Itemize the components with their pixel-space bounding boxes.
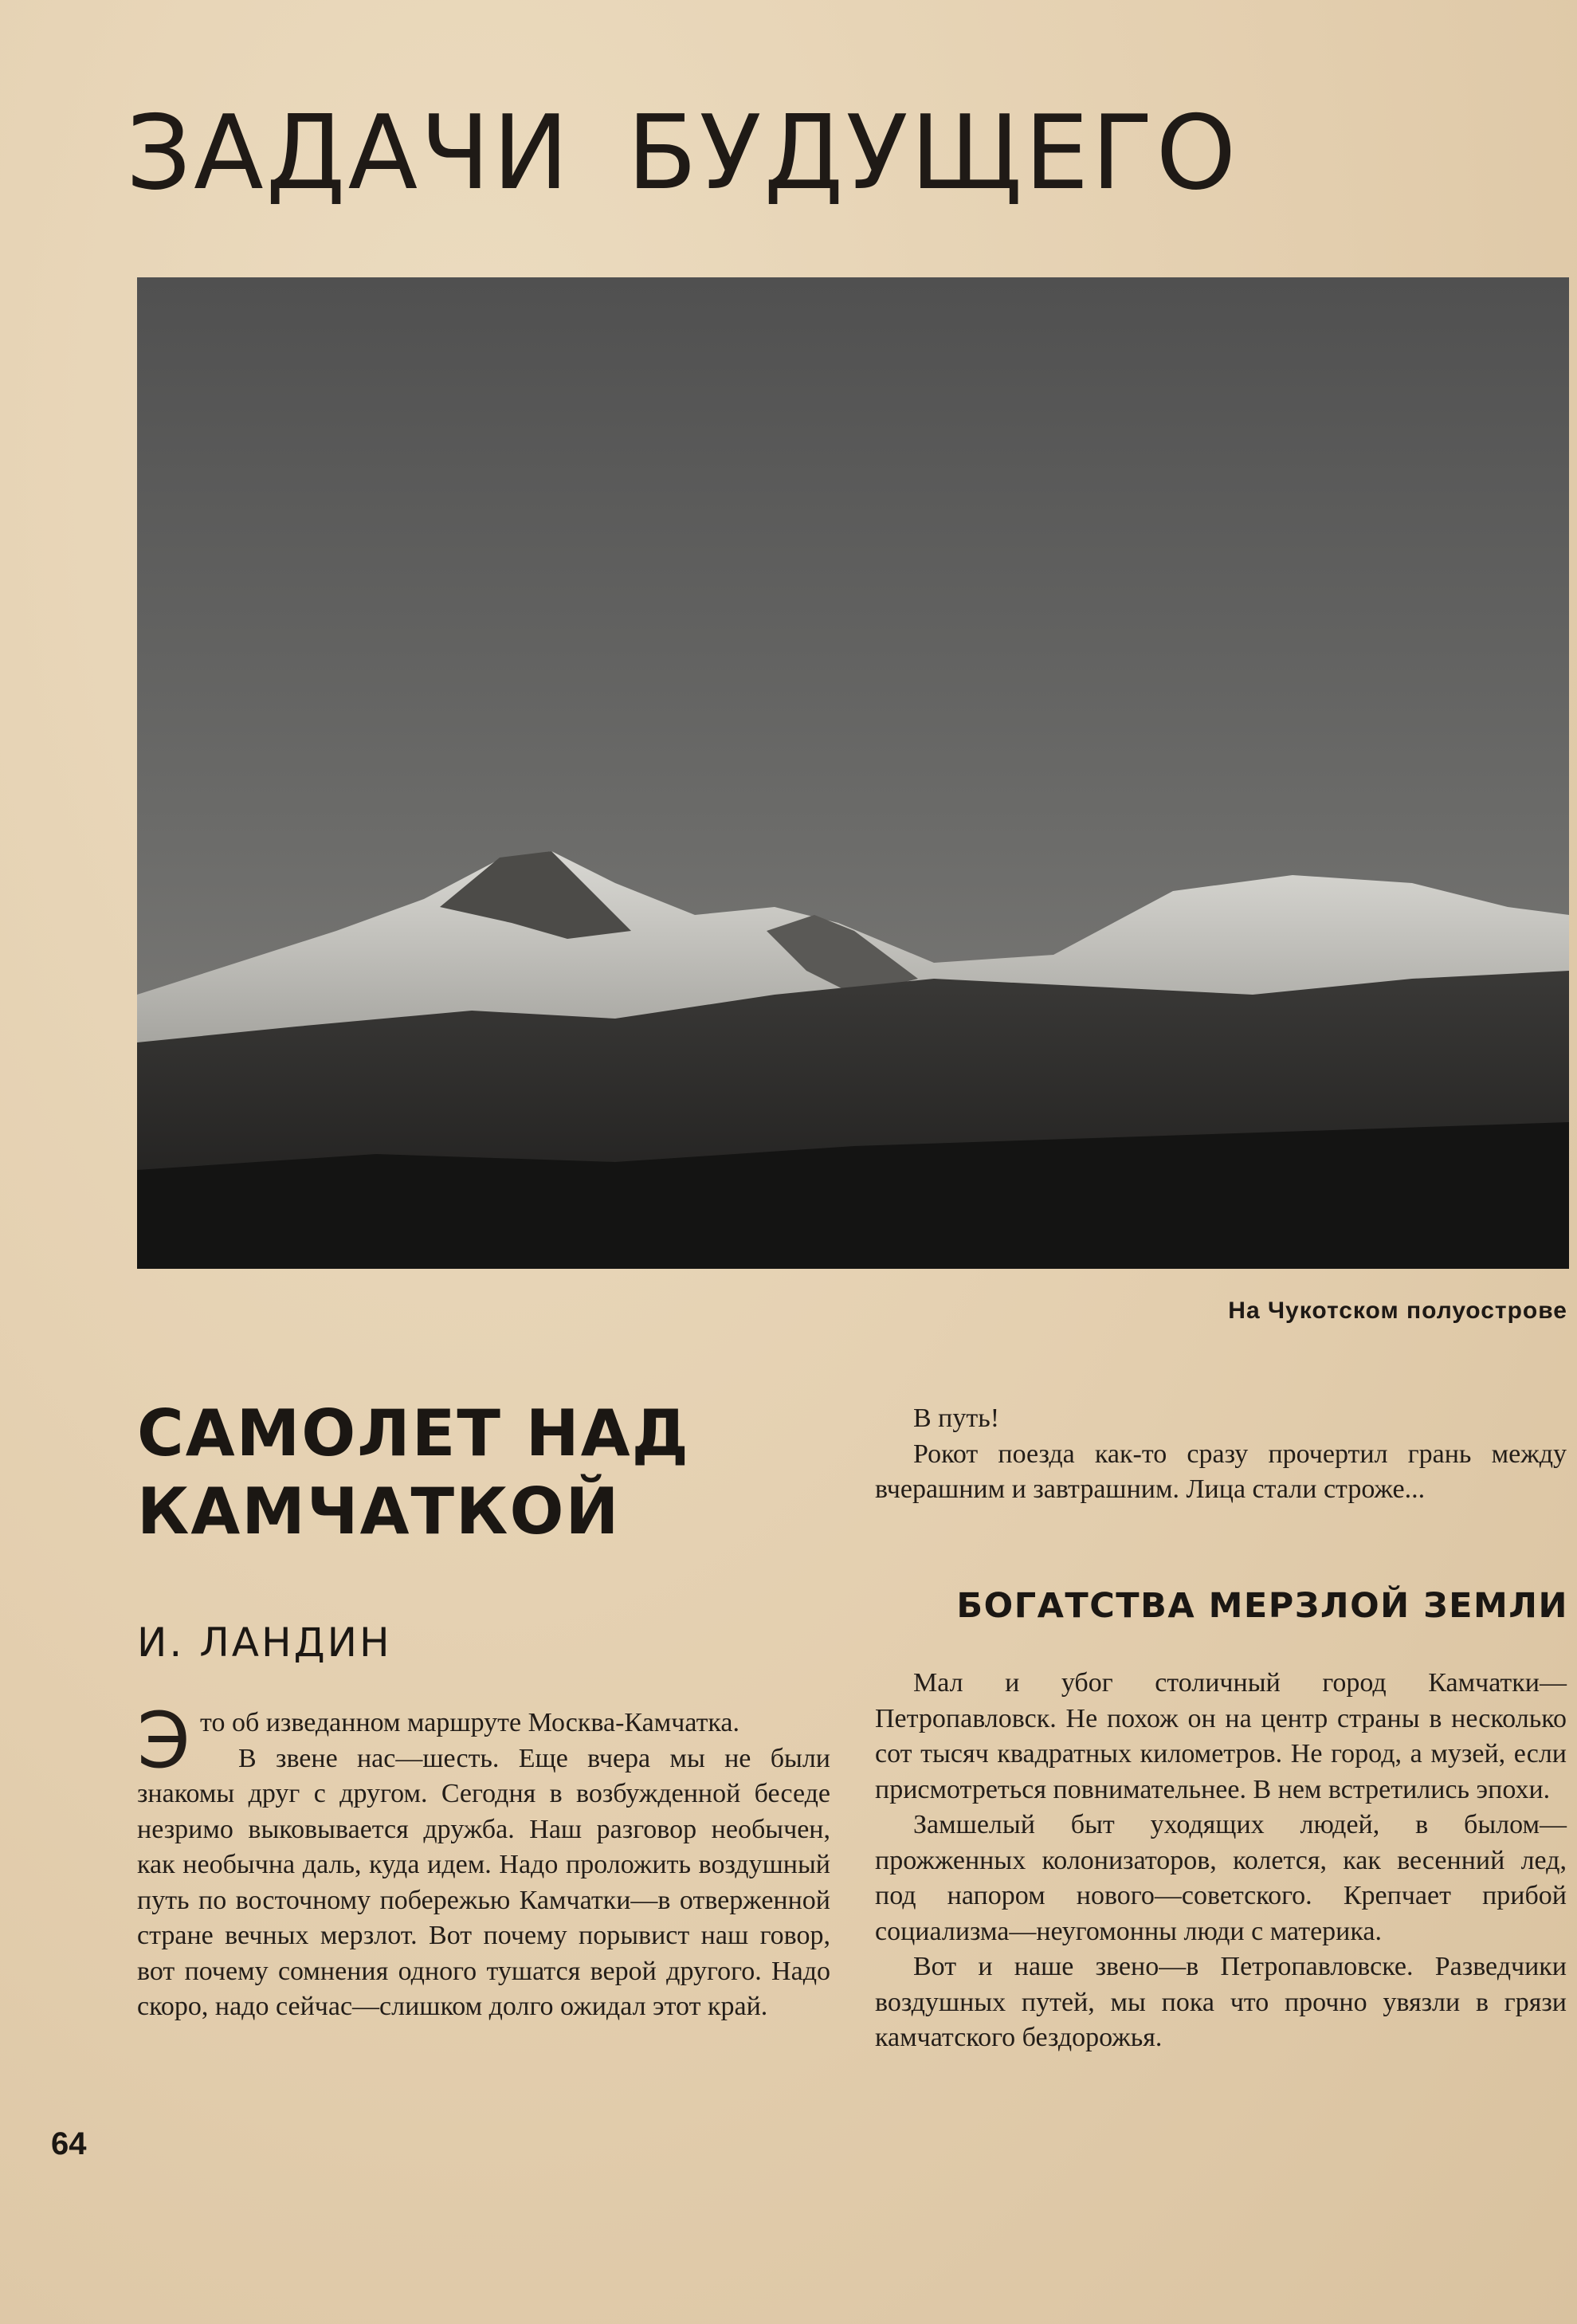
- mountain-landscape-photo-icon: [137, 277, 1569, 1269]
- paragraph: В звене нас—шесть. Еще вчера мы не были знакомы друг с другом. Сегодня в возбужденной беседе незримо выковывается дружба. Наш разговор необычен, как необычна даль, куда идем. Надо проложить воздушный путь по восточному побережью Камчатки—в отверженной стране вечных мерзлот. Вот почему порывист наш говор, вот почему сомнения одного тушатся верой другого. Надо скоро, надо сейчас—слишком долго ожидал этот край.: [137, 1743, 830, 2021]
- paragraph: [137, 1696, 830, 1785]
- drop-cap: Э: [137, 1696, 191, 1785]
- article-column-right-bottom: [875, 1666, 1567, 2056]
- photo-caption: На Чукотском полуострове: [1228, 1297, 1567, 1324]
- paragraph: Замшелый быт уходящих людей, в былом—прожженных колонизаторов, колется, как весенний лед, под напором нового—советского. Крепчает прибой социализма—неугомонны люди с материка.: [875, 1810, 1567, 1946]
- paragraph: Рокот поезда как-то сразу прочертил грань между вчерашним и завтрашним. Лица стали строже...: [875, 1439, 1567, 1504]
- section-title-word: БУДУЩЕГО: [626, 94, 1239, 213]
- article-headline: [137, 1395, 822, 1551]
- section-title-word: ЗАДАЧИ: [126, 94, 571, 213]
- mountain-landscape-photo: [137, 277, 1569, 1269]
- paragraph: Мал и убог столичный город Камчатки—Петропавловск. Не похож он на центр страны в несколько сот тысяч квадратных километров. Не город, а музей, если присмотреться повнимательнее. В нем встретились эпохи.: [875, 1668, 1567, 1804]
- paragraph: Вот и наше звено—в Петропавловске. Разведчики воздушных путей, мы пока что прочно увязли в грязи камчатского бездорожья.: [875, 1952, 1567, 2052]
- section-title: [126, 94, 1238, 214]
- article-subheading: БОГАТСТВА МЕРЗЛОЙ ЗЕМЛИ: [956, 1586, 1568, 1626]
- paragraph-text: то об изведанном маршруте Москва-Камчатка.: [200, 1708, 740, 1737]
- article-author: И. ЛАНДИН: [137, 1619, 392, 1666]
- paragraph: В путь!: [913, 1403, 1000, 1433]
- article-column-left: [137, 1696, 830, 2025]
- page-number: 64: [51, 2126, 87, 2161]
- article-column-right-top: [875, 1401, 1567, 1508]
- headline-line: САМОЛЕТ НАД: [137, 1396, 690, 1470]
- headline-line: КАМЧАТКОЙ: [137, 1474, 621, 1549]
